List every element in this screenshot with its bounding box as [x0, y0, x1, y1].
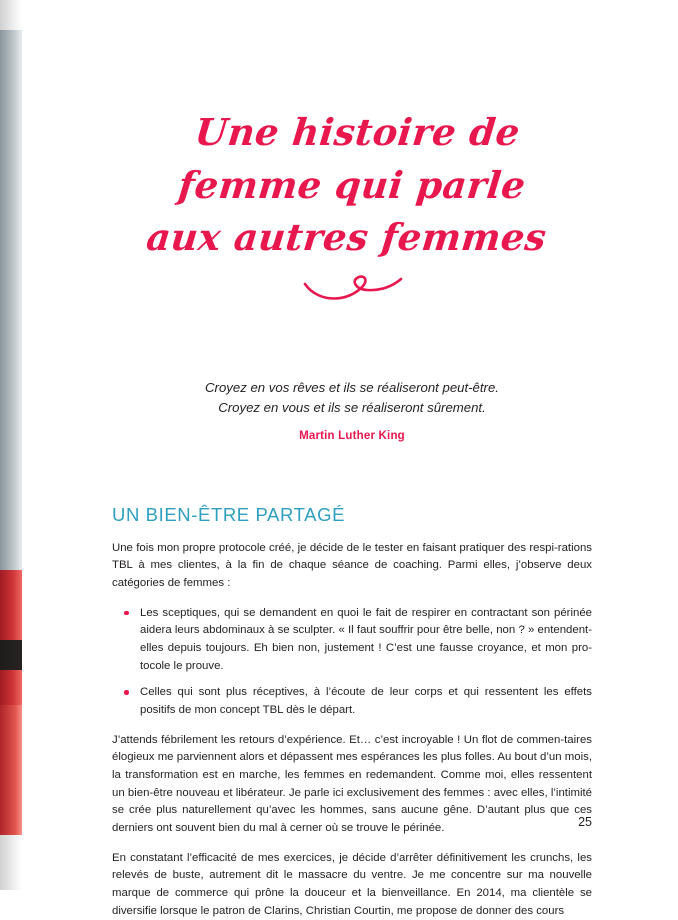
list-item-text: Celles qui sont plus réceptives, à l’écoute de leur corps et qui ressentent les effets positifs de mon concept TBL dès le départ.	[140, 686, 592, 716]
flourish-swash-icon	[112, 270, 592, 304]
paragraph: Une fois mon propre protocole créé, je décide de le tester en faisant pratiquer des respi-rations TBL à mes clientes, à la fin de chaque séance de coaching. Parmi elles, j’observe deux catégories de femmes :	[112, 540, 592, 593]
list-item	[130, 605, 592, 676]
paragraph: J’attends fébrilement les retours d’expérience. Et… c’est incroyable ! Un flot de commen-taires élogieux me parviennent alors et dépassent mes espérances les plus folles. Au bout d’un mois, la transformation est en marche, les femmes en redemandent. Comme moi, elles ressentent un bien-être nouveau et libérateur. Je parle ici exclusivement des femmes : avec elles, l’intimité se crée plus naturellement qu’avec les hommes, sans aucune gêne. D’autant plus que ces derniers ont souvent bien du mal à cerner où se trouve le périnée.	[112, 732, 592, 838]
page-content	[112, 0, 592, 890]
epigraph-block	[112, 378, 592, 442]
paragraph: En constatant l’efficacité de mes exercices, je décide d’arrêter définitivement les crunchs, les relevés de buste, autrement dit le massacre du ventre. Je me concentre sur ma nouvelle marque de commerce qui prône la douceur et la bienveillance. En 2014, ma clientèle se diversifie lorsque le patron de Clarins, Christian Courtin, me propose de donner des cours	[112, 850, 592, 920]
epigraph-author: Martin Luther King	[112, 430, 592, 442]
edge-gutter-shadow	[0, 0, 22, 890]
bullet-list	[112, 605, 592, 720]
section-heading: UN BIEN-ÊTRE PARTAGÉ	[112, 504, 592, 526]
chapter-title-line-1: Une histoire de femme qui parle	[109, 106, 600, 211]
epigraph-line-2: Croyez en vous et ils se réaliseront sûrement.	[112, 398, 592, 418]
page-number: 25	[578, 815, 592, 829]
epigraph-line-1: Croyez en vos rêves et ils se réaliseront peut-être.	[112, 378, 592, 398]
bullet-dot-icon	[124, 690, 129, 695]
bullet-dot-icon	[124, 611, 129, 616]
page-edge-decoration	[0, 0, 22, 890]
section-body	[112, 504, 592, 920]
list-item-text: Les sceptiques, qui se demandent en quoi le fait de respirer en contractant son périnée aidera leurs abdominaux à se sculpter. « Il faut souffrir pour être belle, non ? » entendent-elles depuis toujours. Eh bien non, justement ! C’est une fausse croyance, et mon pro-tocole le prouve.	[140, 607, 592, 672]
chapter-title	[112, 106, 592, 304]
chapter-title-text	[104, 106, 601, 264]
chapter-title-line-2: aux autres femmes	[104, 211, 590, 264]
list-item	[130, 684, 592, 719]
